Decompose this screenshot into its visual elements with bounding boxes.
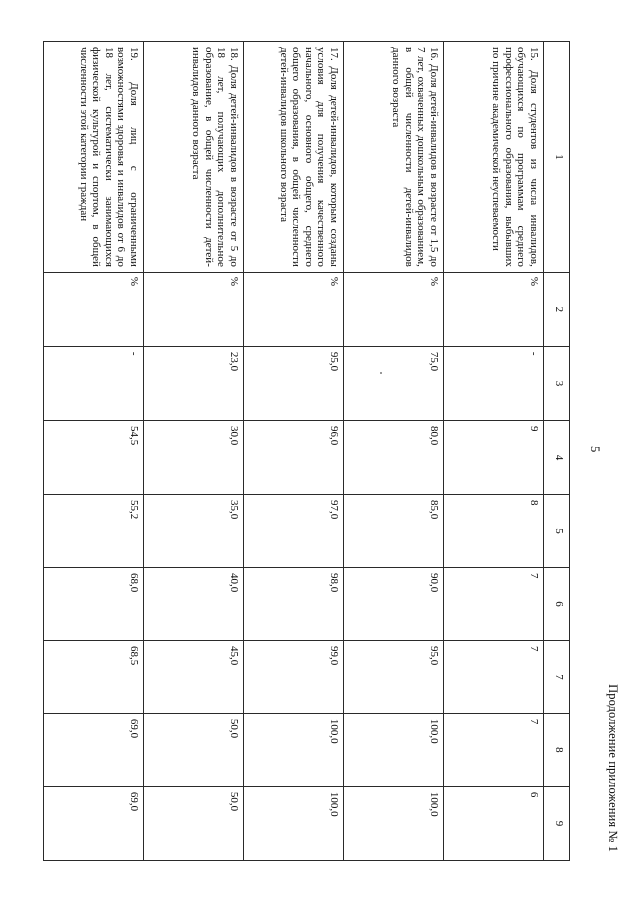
indicator-cell: 15. Доля студентов из числа инвалидов, обучающихся по программам среднего профессионального образования, выбывших по причине академической неуспеваемости bbox=[444, 42, 544, 273]
header-cell: 9 bbox=[544, 786, 570, 860]
table-row bbox=[144, 42, 244, 861]
value-cell: 95,0 bbox=[344, 640, 444, 713]
value-cell: 68,5 bbox=[44, 640, 144, 713]
header-cell: 6 bbox=[544, 567, 570, 640]
header-cell: 4 bbox=[544, 420, 570, 494]
value-cell: 100,0 bbox=[344, 713, 444, 786]
value-cell: 97,0 bbox=[244, 495, 344, 568]
value-cell: 54,5 bbox=[44, 420, 144, 494]
value-cell: 100,0 bbox=[344, 786, 444, 860]
value-cell: 90,0 bbox=[344, 567, 444, 640]
value-cell: 7 bbox=[444, 567, 544, 640]
value-cell: 75,0 bbox=[344, 346, 444, 420]
value-cell: 80,0 bbox=[344, 420, 444, 494]
value-cell: 9 bbox=[444, 420, 544, 494]
table-row bbox=[344, 42, 444, 861]
value-cell: 69,0 bbox=[44, 786, 144, 860]
value-cell: 40,0 bbox=[144, 567, 244, 640]
value-cell: 8 bbox=[444, 495, 544, 568]
unit-cell: % bbox=[44, 272, 144, 346]
value-cell: 50,0 bbox=[144, 713, 244, 786]
indicator-cell: 18. Доля детей-инвалидов в возрасте от 5 до 18 лет, получающих дополнительное образование, в общей численности детей-инвалидов данного возраста bbox=[144, 42, 244, 273]
value-cell: - bbox=[44, 346, 144, 420]
value-cell: 35,0 bbox=[144, 495, 244, 568]
value-cell: 50,0 bbox=[144, 786, 244, 860]
value-cell: 55,2 bbox=[44, 495, 144, 568]
indicator-cell: 17. Доля детей-инвалидов, которым созданы условия для получения качественного начального, основного общего, среднего общего образования, в общей численности детей-инвалидов школьного возраста bbox=[244, 42, 344, 273]
table-row bbox=[244, 42, 344, 861]
value-cell: 7 bbox=[444, 713, 544, 786]
value-cell: - bbox=[444, 346, 544, 420]
header-cell: 7 bbox=[544, 640, 570, 713]
header-cell: 8 bbox=[544, 713, 570, 786]
value-cell: 7 bbox=[444, 640, 544, 713]
indicators-table bbox=[43, 41, 570, 861]
value-cell: 100,0 bbox=[244, 713, 344, 786]
value-cell: 30,0 bbox=[144, 420, 244, 494]
value-cell: 95,0 bbox=[244, 346, 344, 420]
page-number: 5 bbox=[588, 446, 602, 453]
unit-cell: % bbox=[344, 272, 444, 346]
table-header-row bbox=[544, 42, 570, 861]
value-cell: 69,0 bbox=[44, 713, 144, 786]
unit-cell: % bbox=[444, 272, 544, 346]
value-cell: 98,0 bbox=[244, 567, 344, 640]
table-row bbox=[44, 42, 144, 861]
indicator-cell: 16. Доля детей-инвалидов в возрасте от 1,5 до 7 лет, охваченных дошкольным образованием, в общей численности детей-инвалидов данного возраста bbox=[344, 42, 444, 273]
unit-cell: % bbox=[244, 272, 344, 346]
header-cell: 2 bbox=[544, 272, 570, 346]
scan-speck bbox=[380, 372, 382, 374]
value-cell: 100,0 bbox=[244, 786, 344, 860]
value-cell: 96,0 bbox=[244, 420, 344, 494]
value-cell: 23,0 bbox=[144, 346, 244, 420]
value-cell: 45,0 bbox=[144, 640, 244, 713]
header-cell: 5 bbox=[544, 495, 570, 568]
unit-cell: % bbox=[144, 272, 244, 346]
header-cell: 1 bbox=[544, 42, 570, 273]
value-cell: 68,0 bbox=[44, 567, 144, 640]
header-cell: 3 bbox=[544, 346, 570, 420]
value-cell: 85,0 bbox=[344, 495, 444, 568]
table-row bbox=[444, 42, 544, 861]
value-cell: 99,0 bbox=[244, 640, 344, 713]
continuation-title: Продолжение приложения № 1 bbox=[606, 684, 620, 852]
indicator-cell: 19. Доля лиц с ограниченными возможностями здоровья и инвалидов от 6 до 18 лет, систематически занимающихся физической культурой и спортом, в общей численности этой категории граждан bbox=[44, 42, 144, 273]
value-cell: 6 bbox=[444, 786, 544, 860]
